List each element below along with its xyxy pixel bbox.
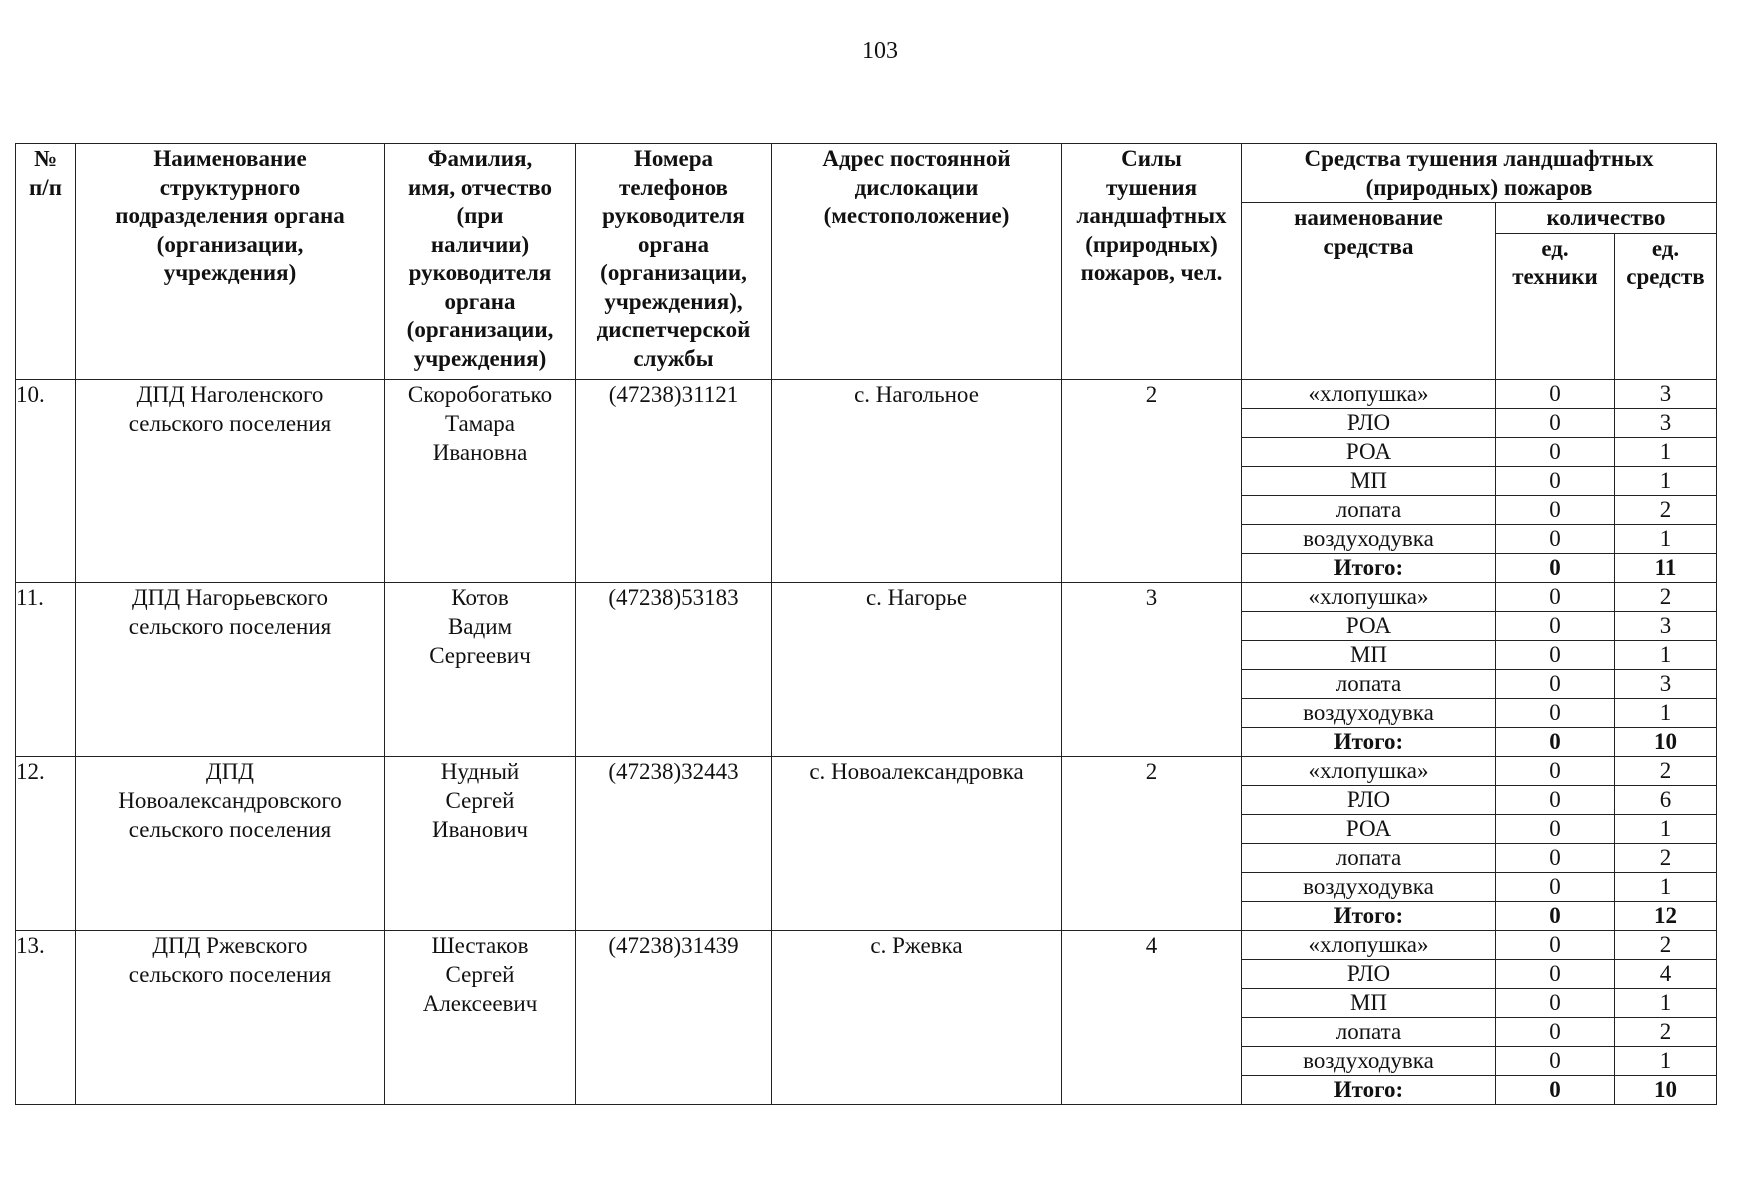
phone-number: (47238)53183 <box>576 582 772 756</box>
tech-count: 0 <box>1496 640 1615 669</box>
means-name: Итого: <box>1242 1075 1496 1104</box>
row-number: 10. <box>16 379 76 582</box>
header-line: телефонов <box>619 174 728 200</box>
address: с. Нагорье <box>772 582 1062 756</box>
unit-name-line: ДПД Нагорьевского <box>132 584 328 610</box>
head-name-line: Иванович <box>432 816 528 842</box>
tech-count: 0 <box>1496 1017 1615 1046</box>
sred-count: 3 <box>1615 611 1717 640</box>
header-line: Силы <box>1121 146 1182 171</box>
row-number: 12. <box>16 756 76 930</box>
means-name: РЛО <box>1242 785 1496 814</box>
sred-count: 2 <box>1615 582 1717 611</box>
means-name: Итого: <box>1242 553 1496 582</box>
row-number: 13. <box>16 930 76 1104</box>
head-name-line: Ивановна <box>432 439 528 465</box>
tech-count: 0 <box>1496 727 1615 756</box>
table-row <box>16 756 1717 785</box>
means-name: «хлопушка» <box>1242 379 1496 408</box>
tech-count: 0 <box>1496 1046 1615 1075</box>
unit-name-line: сельского поселения <box>128 961 332 987</box>
tech-count: 0 <box>1496 611 1615 640</box>
tech-count: 0 <box>1496 930 1615 959</box>
header-line: средств <box>1626 264 1705 289</box>
means-name: РОА <box>1242 437 1496 466</box>
head-name <box>385 930 576 1104</box>
sred-count: 1 <box>1615 524 1717 553</box>
means-name: лопата <box>1242 495 1496 524</box>
tech-count: 0 <box>1496 843 1615 872</box>
header-line: подразделения органа <box>115 203 345 228</box>
means-name: РОА <box>1242 814 1496 843</box>
header-line: Адрес постоянной <box>822 146 1011 171</box>
head-name <box>385 582 576 756</box>
header-line: (при <box>456 203 504 228</box>
unit-name-line: сельского поселения <box>128 613 332 639</box>
head-name-line: Алексеевич <box>422 990 538 1016</box>
header-line: руководителя <box>602 203 745 228</box>
unit-name-line: сельского поселения <box>128 816 332 842</box>
head-name-line: Шестаков <box>431 932 529 958</box>
header-line: службы <box>633 345 714 371</box>
sred-count: 10 <box>1615 1075 1717 1104</box>
table-row <box>16 582 1717 611</box>
header-line: ед. <box>1651 235 1680 261</box>
unit-name-line: Новоалександровского <box>118 787 342 813</box>
sred-count: 1 <box>1615 640 1717 669</box>
header-line: п/п <box>29 174 62 200</box>
sred-count: 1 <box>1615 437 1717 466</box>
unit-name <box>76 756 385 930</box>
address: с. Ржевка <box>772 930 1062 1104</box>
header-head <box>385 144 576 380</box>
head-name <box>385 756 576 930</box>
sred-count: 11 <box>1615 553 1717 582</box>
means-name: воздуходувка <box>1242 698 1496 727</box>
header-line: техники <box>1512 264 1598 289</box>
header-line: пожаров, чел. <box>1080 260 1223 285</box>
phone-number: (47238)31121 <box>576 379 772 582</box>
tech-count: 0 <box>1496 959 1615 988</box>
forces-count: 4 <box>1062 930 1242 1104</box>
unit-name-line: сельского поселения <box>128 410 332 436</box>
unit-name-line: ДПД <box>206 758 254 784</box>
header-forces <box>1062 144 1242 380</box>
header-line: Наименование <box>153 146 307 171</box>
row-number: 11. <box>16 582 76 756</box>
page-number: 103 <box>862 38 898 64</box>
means-name: лопата <box>1242 843 1496 872</box>
header-phone <box>576 144 772 380</box>
tech-count: 0 <box>1496 582 1615 611</box>
header-line: Средства тушения ландшафтных <box>1304 146 1654 171</box>
forces-count: 2 <box>1062 756 1242 930</box>
unit-name <box>76 930 385 1104</box>
means-name: Итого: <box>1242 901 1496 930</box>
tech-count: 0 <box>1496 814 1615 843</box>
sred-count: 3 <box>1615 408 1717 437</box>
header-line: тушения <box>1105 174 1198 200</box>
header-tech <box>1496 233 1615 379</box>
header-line: № <box>33 146 58 171</box>
sred-count: 3 <box>1615 669 1717 698</box>
sred-count: 1 <box>1615 814 1717 843</box>
means-name: воздуходувка <box>1242 524 1496 553</box>
tech-count: 0 <box>1496 698 1615 727</box>
sred-count: 1 <box>1615 872 1717 901</box>
tech-count: 0 <box>1496 872 1615 901</box>
head-name-line: Скоробогатько <box>407 381 553 407</box>
tech-count: 0 <box>1496 785 1615 814</box>
header-sred <box>1615 233 1717 379</box>
means-name: МП <box>1242 988 1496 1017</box>
sred-count: 2 <box>1615 930 1717 959</box>
sred-count: 6 <box>1615 785 1717 814</box>
sred-count: 1 <box>1615 466 1717 495</box>
tech-count: 0 <box>1496 553 1615 582</box>
header-unit <box>76 144 385 380</box>
head-name-line: Сергеевич <box>429 642 531 668</box>
unit-name-line: ДПД Наголенского <box>136 381 324 407</box>
means-name: Итого: <box>1242 727 1496 756</box>
header-line: (местоположение) <box>823 203 1010 228</box>
header-means <box>1242 144 1717 203</box>
head-name-line: Сергей <box>445 787 515 813</box>
header-line: (организации, <box>156 231 304 257</box>
fire-means-table <box>15 143 1717 1105</box>
means-name: «хлопушка» <box>1242 582 1496 611</box>
tech-count: 0 <box>1496 524 1615 553</box>
means-name: «хлопушка» <box>1242 930 1496 959</box>
sred-count: 12 <box>1615 901 1717 930</box>
tech-count: 0 <box>1496 901 1615 930</box>
tech-count: 0 <box>1496 988 1615 1017</box>
means-name: МП <box>1242 466 1496 495</box>
header-line: ландшафтных <box>1076 203 1227 228</box>
table-row <box>16 379 1717 408</box>
means-name: лопата <box>1242 669 1496 698</box>
table-row <box>16 930 1717 959</box>
sred-count: 2 <box>1615 756 1717 785</box>
tech-count: 0 <box>1496 379 1615 408</box>
means-name: РЛО <box>1242 408 1496 437</box>
table-header <box>16 144 1717 380</box>
means-name: воздуходувка <box>1242 1046 1496 1075</box>
head-name-line: Тамара <box>445 410 515 436</box>
unit-name-line: ДПД Ржевского <box>152 932 308 958</box>
address: с. Новоалександровка <box>772 756 1062 930</box>
head-name-line: Нудный <box>440 758 520 784</box>
sred-count: 1 <box>1615 698 1717 727</box>
means-name: «хлопушка» <box>1242 756 1496 785</box>
means-name: РОА <box>1242 611 1496 640</box>
header-line: наименование <box>1294 205 1443 230</box>
header-line: Номера <box>633 146 714 171</box>
header-line: (организации, <box>406 317 554 342</box>
sred-count: 2 <box>1615 495 1717 524</box>
header-line: ед. <box>1541 235 1569 261</box>
sred-count: 1 <box>1615 988 1717 1017</box>
tech-count: 0 <box>1496 495 1615 524</box>
means-name: МП <box>1242 640 1496 669</box>
sred-count: 4 <box>1615 959 1717 988</box>
tech-count: 0 <box>1496 408 1615 437</box>
header-line: (природных) пожаров <box>1365 174 1593 200</box>
tech-count: 0 <box>1496 756 1615 785</box>
means-name: РЛО <box>1242 959 1496 988</box>
tech-count: 0 <box>1496 1075 1615 1104</box>
tech-count: 0 <box>1496 466 1615 495</box>
sred-count: 10 <box>1615 727 1717 756</box>
sred-count: 2 <box>1615 843 1717 872</box>
header-line: учреждения) <box>413 345 547 371</box>
tech-count: 0 <box>1496 437 1615 466</box>
header-line: имя, отчество <box>407 174 553 200</box>
header-line: руководителя <box>408 260 552 285</box>
means-name: воздуходувка <box>1242 872 1496 901</box>
header-line: органа <box>444 288 516 314</box>
header-line: дислокации <box>854 174 979 200</box>
forces-count: 2 <box>1062 379 1242 582</box>
phone-number: (47238)32443 <box>576 756 772 930</box>
phone-number: (47238)31439 <box>576 930 772 1104</box>
header-line: (организации, <box>600 260 747 285</box>
header-line: (природных) <box>1085 231 1218 257</box>
head-name-line: Сергей <box>445 961 515 987</box>
forces-count: 3 <box>1062 582 1242 756</box>
head-name-line: Вадим <box>447 613 513 639</box>
header-line: учреждения), <box>604 288 743 314</box>
address: с. Нагольное <box>772 379 1062 582</box>
unit-name <box>76 379 385 582</box>
unit-name <box>76 582 385 756</box>
header-num <box>16 144 76 380</box>
header-address <box>772 144 1062 380</box>
header-means-name <box>1242 203 1496 380</box>
header-line: наличии) <box>430 231 530 257</box>
header-line: диспетчерской <box>596 317 751 342</box>
header-line: учреждения) <box>163 260 297 285</box>
header-line: средства <box>1323 233 1414 259</box>
sred-count: 1 <box>1615 1046 1717 1075</box>
head-name <box>385 379 576 582</box>
head-name-line: Котов <box>451 584 509 610</box>
means-name: лопата <box>1242 1017 1496 1046</box>
header-line: органа <box>638 231 709 257</box>
table-body <box>16 379 1717 1104</box>
header-line: Фамилия, <box>427 146 533 171</box>
tech-count: 0 <box>1496 669 1615 698</box>
header-quantity: количество <box>1496 203 1717 234</box>
sred-count: 3 <box>1615 379 1717 408</box>
header-line: структурного <box>159 174 301 200</box>
sred-count: 2 <box>1615 1017 1717 1046</box>
